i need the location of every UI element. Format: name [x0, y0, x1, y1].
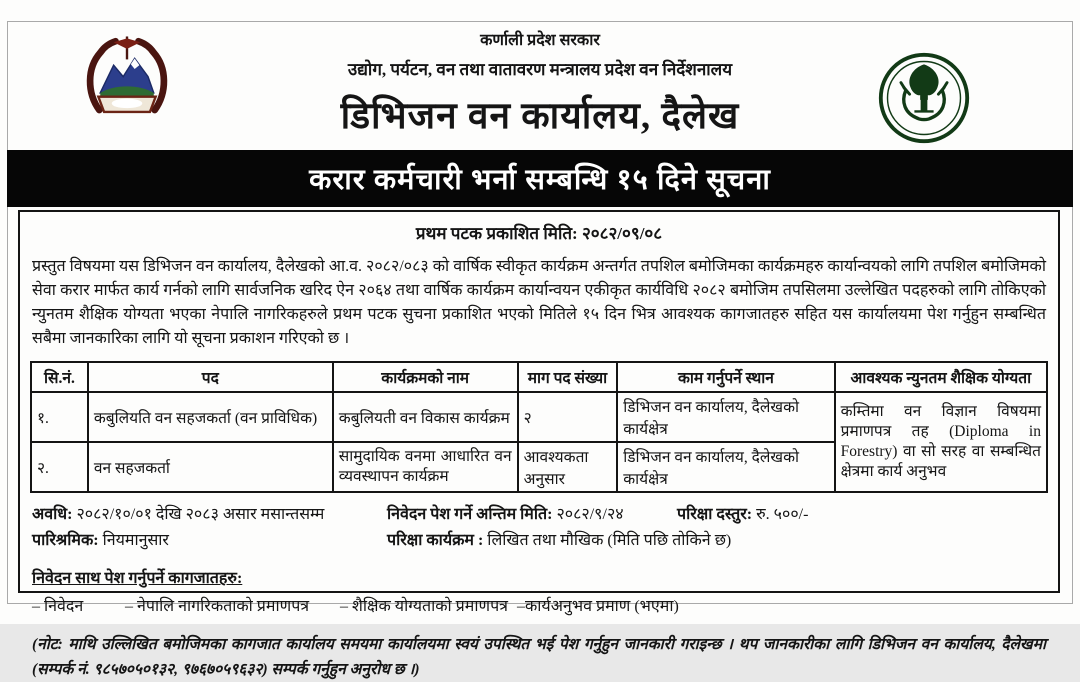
- notice-content: [18, 210, 1060, 678]
- salary-label: पारिश्रमिक:: [32, 532, 99, 549]
- office-title: डिभिजन वन कार्यालय, दैलेख: [340, 96, 740, 137]
- government-title: कर्णाली प्रदेश सरकार: [480, 32, 600, 49]
- table-header-row: [31, 362, 1047, 392]
- details-row: [32, 528, 1046, 554]
- post-cell: वन सहजकर्ता: [88, 442, 333, 492]
- count-cell: आवश्यकता अनुसार: [518, 442, 618, 492]
- document-item: – नेपालि नागरिकताको प्रमाणपत्र: [125, 598, 310, 615]
- col-header-count: माग पद संख्या: [518, 362, 618, 392]
- fee-field: [677, 502, 1046, 528]
- exam-value: लिखित तथा मौखिक (मिति पछि तोकिने छ): [487, 532, 732, 549]
- exam-label: परिक्षा कार्यक्रम :: [387, 532, 484, 549]
- nepal-government-emblem-icon: [84, 32, 170, 131]
- period-label: अवधि:: [32, 506, 73, 523]
- program-cell: सामुदायिक वनमा आधारित वन व्यवस्थापन कार्यक्रम: [333, 442, 518, 492]
- vacancy-table: [30, 361, 1048, 493]
- deadline-value: २०८२/९/२४: [556, 506, 624, 523]
- note-text: (नोट: माथि उल्लिखित बमोजिमका कागजात कार्यालय समयमा कार्यालयमा स्वयं उपस्थित भई पेश गर्नुहुन जानकारी गराइन्छ । थप जानकारीका लागि डिभिजन वन कार्यालय, दैलेखमा (सम्पर्क नं. ९८५७०५०१३२, ९७६७०५९६३२) सम्पर्क गर्नुहुन अनुरोध छ ।): [32, 636, 1046, 678]
- sn-cell: २.: [31, 442, 88, 492]
- documents-heading: निवेदन साथ पेश गर्नुपर्ने कागजातहरु:: [32, 570, 243, 587]
- letterhead: [0, 24, 1080, 148]
- deadline-label: निवेदन पेश गर्ने अन्तिम मिति:: [387, 506, 553, 523]
- period-field: [32, 502, 387, 528]
- location-cell: डिभिजन वन कार्यालय, दैलेखको कार्यक्षेत्र: [617, 392, 834, 442]
- details-row: [32, 502, 1046, 528]
- forest-department-logo-icon: [876, 50, 972, 151]
- col-header-location: काम गर्नुपर्ने स्थान: [617, 362, 834, 392]
- table-row: [31, 392, 1047, 442]
- published-date: प्रथम पटक प्रकाशित मिति: २०८२/०९/०८: [415, 224, 663, 243]
- document-item: – शैक्षिक योग्यताको प्रमाणपत्र: [340, 598, 508, 615]
- col-header-qualification: आवश्यक न्युनतम शैक्षिक योग्यता: [835, 362, 1047, 392]
- fee-value: रु. ५००/-: [756, 506, 809, 523]
- details-section: [32, 502, 1046, 554]
- deadline-field: [387, 502, 677, 528]
- col-header-post: पद: [88, 362, 333, 392]
- count-cell: २: [518, 392, 618, 442]
- ministry-title: उद्योग, पर्यटन, वन तथा वातावरण मन्त्रालय प्रदेश वन निर्देशनालय: [347, 60, 733, 79]
- documents-section: [32, 566, 1046, 616]
- document-item: – निवेदन: [32, 598, 84, 615]
- col-header-program: कार्यक्रमको नाम: [333, 362, 518, 392]
- document-item: –कार्यअनुभव प्रमाण (भएमा): [517, 598, 679, 615]
- fee-label: परिक्षा दस्तुर:: [677, 506, 753, 523]
- col-header-sn: सि.नं.: [31, 362, 88, 392]
- notice-body: प्रस्तुत विषयमा यस डिभिजन वन कार्यालय, दैलेखको आ.व. २०८२/०८३ को वार्षिक स्वीकृत कार्यक्रम अन्तर्गत तपशिल बमोजिमका कार्यक्रमहरु कार्यान्वयको लागि तपशिल बमोजिमको सेवा करार मार्फत कार्य गर्नको लागि सार्वजनिक खरिद ऐन २०६४ तथा वार्षिक कार्यक्रम कार्यान्वयन एकीकृत कार्यविधि २०८२ बमोजिम तपसिलमा उल्लेखित पदहरुको लागि तोकिएको न्युनतम शैक्षिक योग्यता भएका नेपालि नागरिकहरुले प्रथम पटक सुचना प्रकाशित भएको मितिले १५ दिन भित्र आवश्यक कागजातहरु सहित यस कार्यालयमा पेश गर्नुहुन सम्बन्धित सबैमा जानकारिका लागि यो सूचना प्रकाशन गरिएको छ ।: [32, 258, 1046, 347]
- location-cell: डिभिजन वन कार्यालय, दैलेखको कार्यक्षेत्र: [617, 442, 834, 492]
- qualification-cell: कम्तिमा वन विज्ञान विषयमा प्रमाणपत्र तह (Diploma in Forestry) वा सो सरह वा सम्बन्धित क्षेत्रमा कार्य अनुभव: [835, 392, 1047, 492]
- notice-banner: [7, 150, 1073, 207]
- sn-cell: १.: [31, 392, 88, 442]
- period-value: २०८२/१०/०१ देखि २०८३ असार मसान्तसम्म: [76, 506, 325, 523]
- documents-list: [32, 594, 1046, 616]
- banner-title: करार कर्मचारी भर्ना सम्बन्धि १५ दिने सूचना: [309, 164, 771, 196]
- program-cell: कबुलियती वन विकास कार्यक्रम: [333, 392, 518, 442]
- salary-field: [32, 528, 387, 554]
- salary-value: नियमानुसार: [102, 532, 169, 549]
- post-cell: कबुलियति वन सहजकर्ता (वन प्राविधिक): [88, 392, 333, 442]
- exam-field: [387, 528, 1046, 554]
- letterhead-text: [180, 24, 900, 139]
